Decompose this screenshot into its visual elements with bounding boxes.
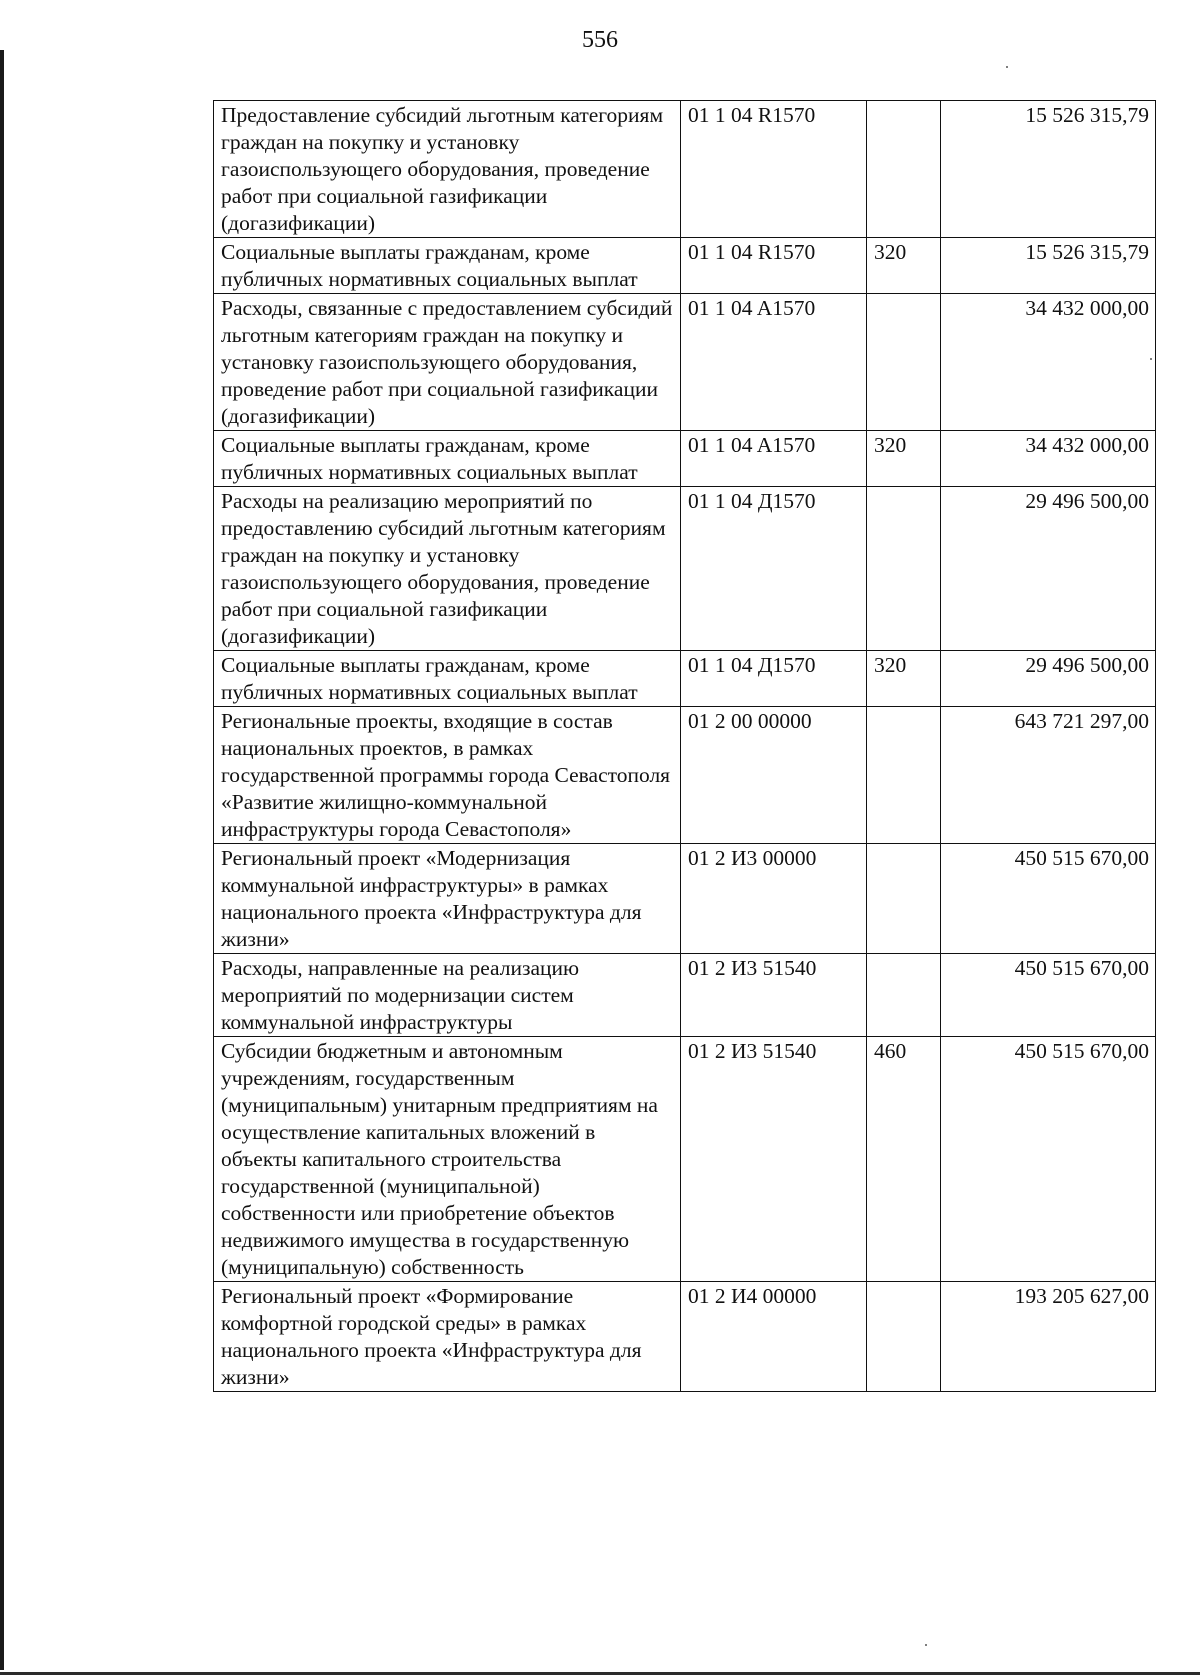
expense-name: Региональные проекты, входящие в состав национальных проектов, в рамках государственной программы города Севастополя «Развитие жилищно-коммунальной инфраструктуры города Севастополя» (214, 707, 681, 844)
scan-bottom-edge (0, 1672, 1200, 1675)
table-row (214, 487, 1156, 651)
budget-table-body (214, 101, 1156, 1392)
expense-type (867, 101, 941, 238)
expense-type (867, 1282, 941, 1392)
table-row (214, 294, 1156, 431)
expense-type: 460 (867, 1037, 941, 1282)
table-row (214, 844, 1156, 954)
page-number: 556 (582, 27, 618, 53)
amount: 15 526 315,79 (941, 238, 1156, 294)
target-code: 01 2 И3 51540 (681, 1037, 867, 1282)
expense-name: Расходы, направленные на реализацию мероприятий по модернизации систем коммунальной инфраструктуры (214, 954, 681, 1037)
expense-type (867, 487, 941, 651)
expense-name: Предоставление субсидий льготным категориям граждан на покупку и установку газоиспользующего оборудования, проведение работ при социальной газификации (догазификации) (214, 101, 681, 238)
expense-type (867, 707, 941, 844)
expense-name: Расходы, связанные с предоставлением субсидий льготным категориям граждан на покупку и установку газоиспользующего оборудования, проведение работ при социальной газификации (догазификации) (214, 294, 681, 431)
table-row (214, 101, 1156, 238)
expense-type: 320 (867, 651, 941, 707)
amount: 450 515 670,00 (941, 1037, 1156, 1282)
budget-table (213, 100, 1156, 1392)
table-row (214, 954, 1156, 1037)
target-code: 01 1 04 A1570 (681, 294, 867, 431)
amount: 29 496 500,00 (941, 487, 1156, 651)
expense-name: Социальные выплаты гражданам, кроме публичных нормативных социальных выплат (214, 651, 681, 707)
expense-type (867, 294, 941, 431)
scan-left-edge (0, 50, 4, 1670)
amount: 450 515 670,00 (941, 954, 1156, 1037)
target-code: 01 1 04 A1570 (681, 431, 867, 487)
target-code: 01 2 И3 00000 (681, 844, 867, 954)
expense-name: Субсидии бюджетным и автономным учреждениям, государственным (муниципальным) унитарным предприятиям на осуществление капитальных вложений в объекты капитального строительства государственной (муниципальной) собственности или приобретение объектов недвижимого имущества в государственную (муниципальную) собственность (214, 1037, 681, 1282)
table-row (214, 707, 1156, 844)
target-code: 01 1 04 R1570 (681, 238, 867, 294)
target-code: 01 1 04 Д1570 (681, 487, 867, 651)
target-code: 01 2 И3 51540 (681, 954, 867, 1037)
scan-speck (1006, 66, 1008, 68)
table-row (214, 238, 1156, 294)
amount: 15 526 315,79 (941, 101, 1156, 238)
target-code: 01 1 04 R1570 (681, 101, 867, 238)
expense-name: Региональный проект «Формирование комфортной городской среды» в рамках национального проекта «Инфраструктура для жизни» (214, 1282, 681, 1392)
expense-type: 320 (867, 431, 941, 487)
amount: 193 205 627,00 (941, 1282, 1156, 1392)
amount: 29 496 500,00 (941, 651, 1156, 707)
table-row (214, 651, 1156, 707)
amount: 34 432 000,00 (941, 431, 1156, 487)
expense-type (867, 954, 941, 1037)
expense-name: Социальные выплаты гражданам, кроме публичных нормативных социальных выплат (214, 431, 681, 487)
target-code: 01 1 04 Д1570 (681, 651, 867, 707)
expense-type: 320 (867, 238, 941, 294)
target-code: 01 2 00 00000 (681, 707, 867, 844)
expense-type (867, 844, 941, 954)
table-row (214, 431, 1156, 487)
amount: 643 721 297,00 (941, 707, 1156, 844)
expense-name: Расходы на реализацию мероприятий по предоставлению субсидий льготным категориям граждан на покупку и установку газоиспользующего оборудования, проведение работ при социальной газификации (догазификации) (214, 487, 681, 651)
table-row (214, 1282, 1156, 1392)
expense-name: Социальные выплаты гражданам, кроме публичных нормативных социальных выплат (214, 238, 681, 294)
amount: 450 515 670,00 (941, 844, 1156, 954)
target-code: 01 2 И4 00000 (681, 1282, 867, 1392)
amount: 34 432 000,00 (941, 294, 1156, 431)
scan-speck (925, 1644, 927, 1646)
scan-speck (1150, 358, 1152, 360)
table-row (214, 1037, 1156, 1282)
expense-name: Региональный проект «Модернизация коммунальной инфраструктуры» в рамках национального проекта «Инфраструктура для жизни» (214, 844, 681, 954)
